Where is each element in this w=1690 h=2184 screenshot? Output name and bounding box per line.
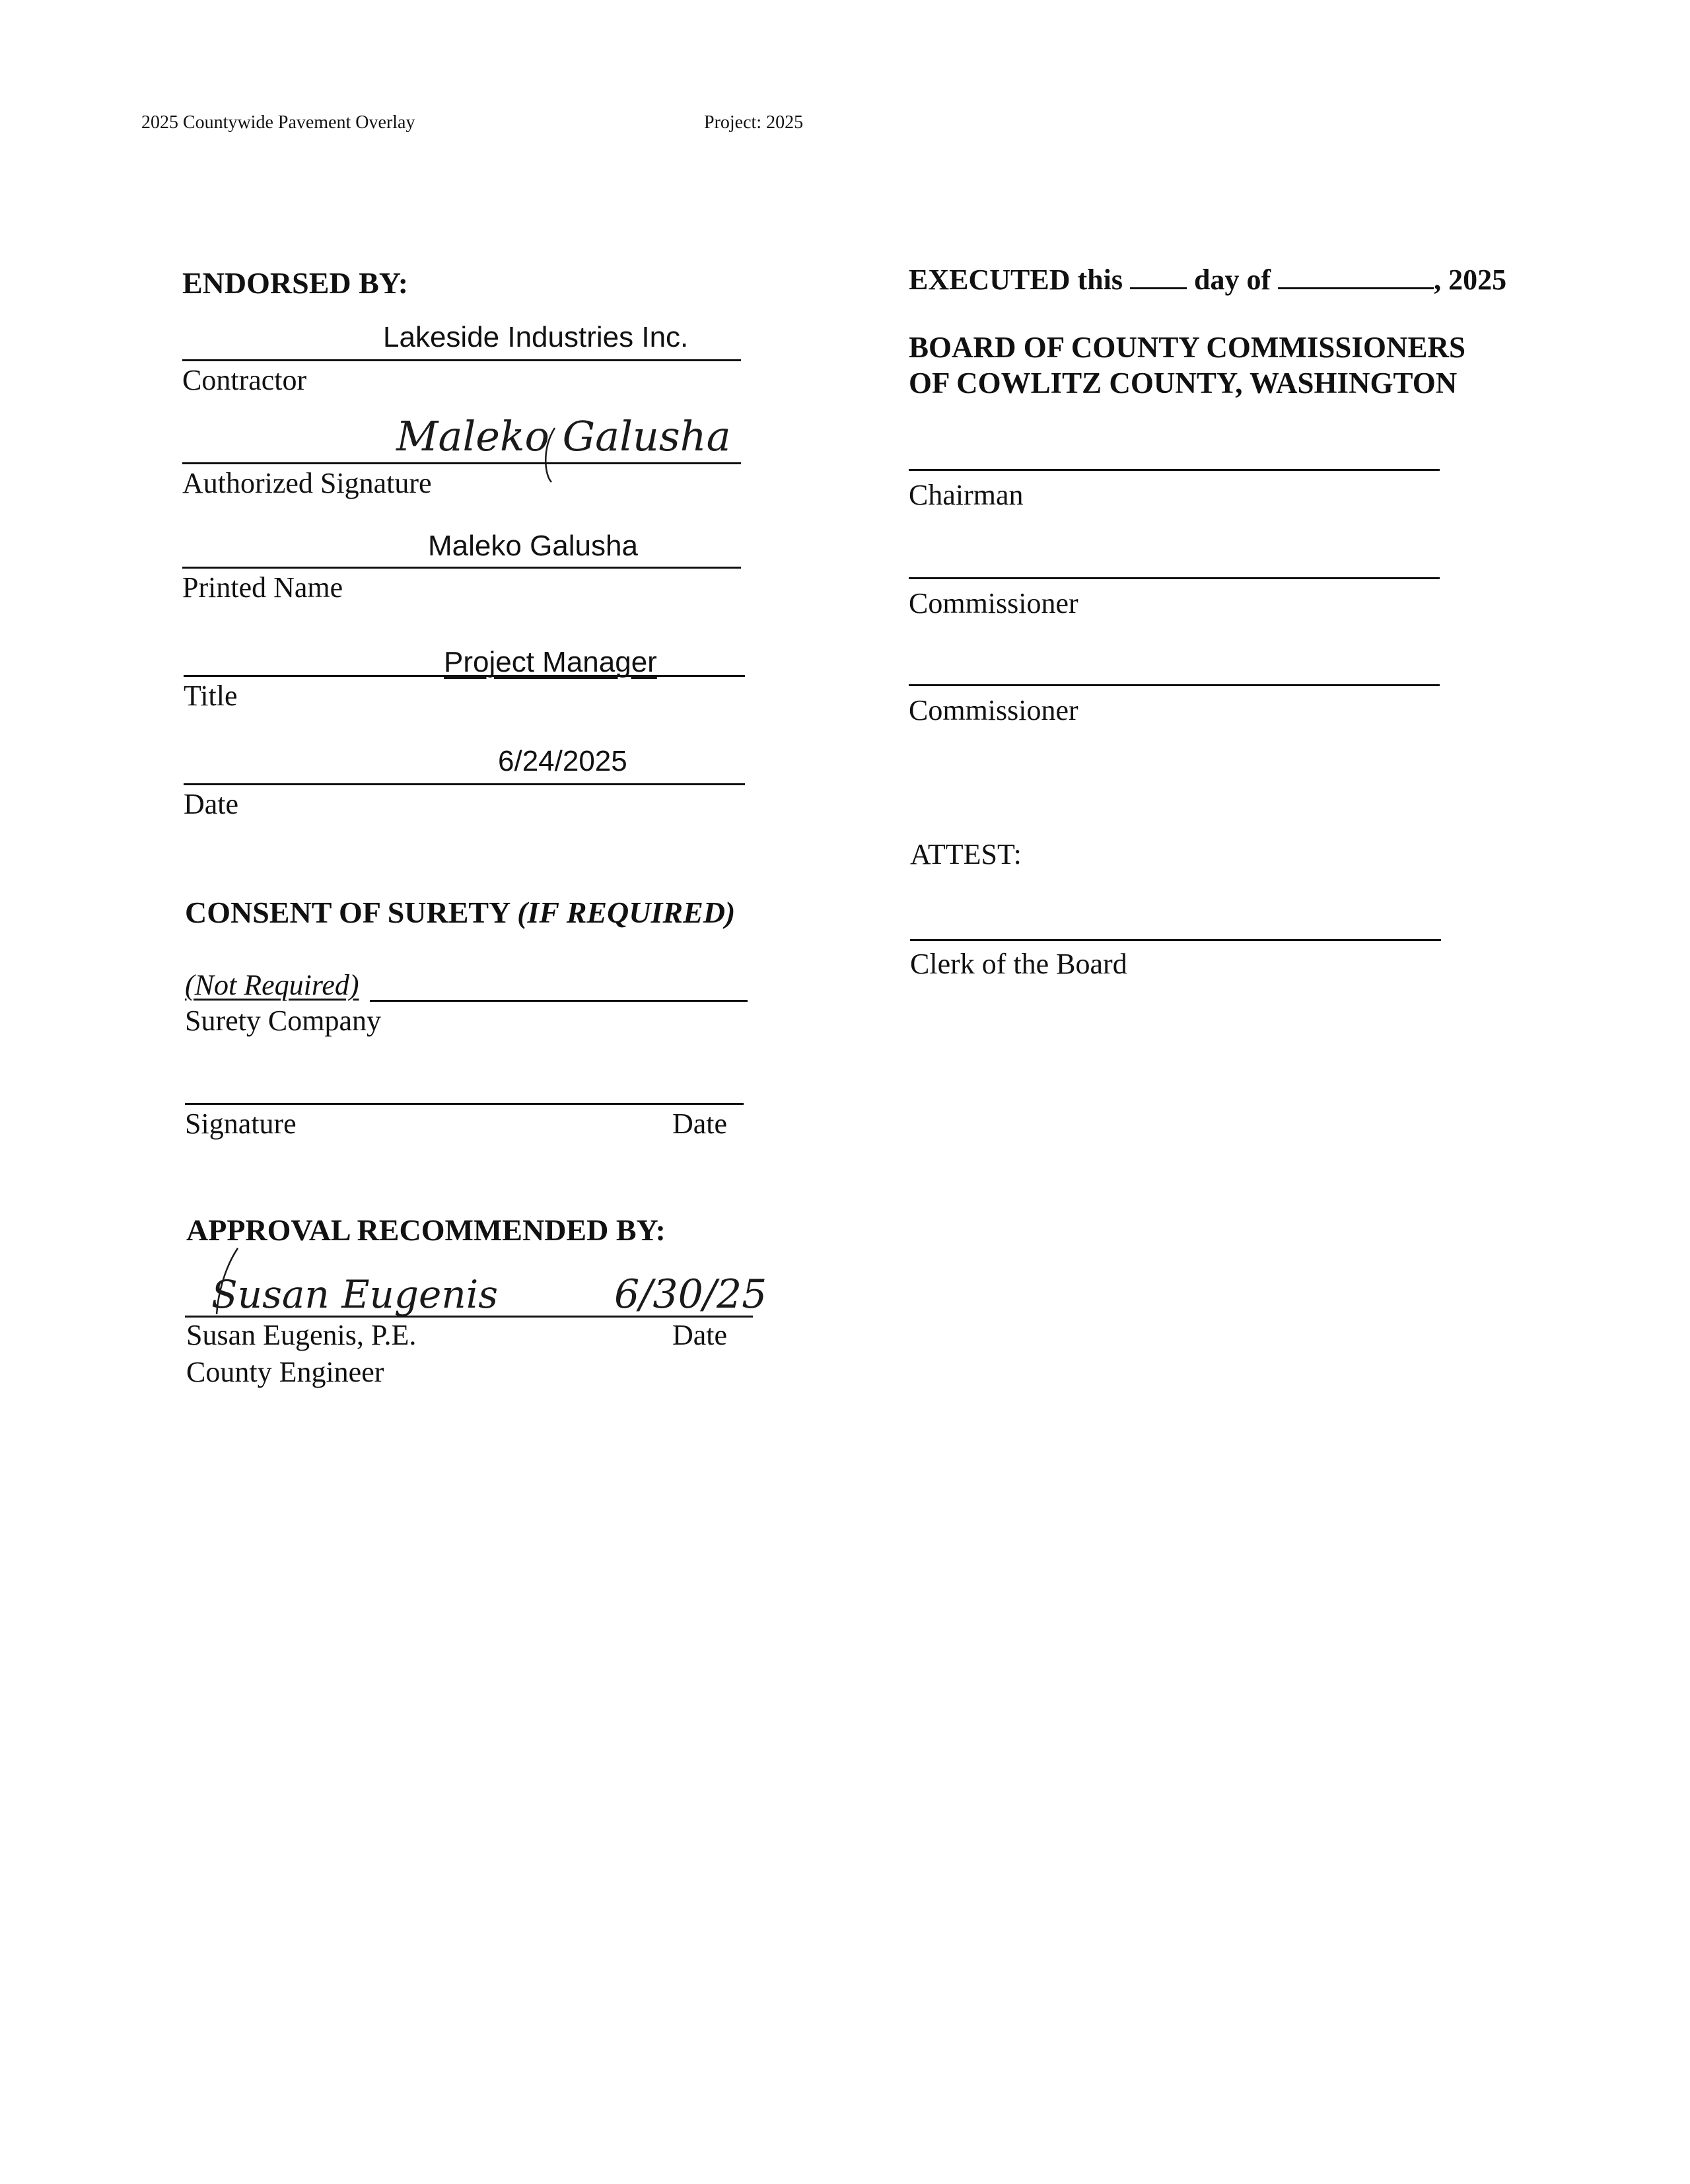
board-heading-line1: BOARD OF COUNTY COMMISSIONERS: [909, 331, 1465, 364]
engineer-name-label: Susan Eugenis, P.E.: [186, 1319, 417, 1351]
engineer-date-handwriting: [608, 1261, 806, 1321]
surety-date-label: Date: [672, 1108, 728, 1140]
commissioner2-label: Commissioner: [909, 694, 1078, 726]
approval-heading: APPROVAL RECOMMENDED BY:: [186, 1213, 666, 1247]
executed-mid: day of: [1193, 264, 1271, 296]
printed-name-line: [182, 567, 741, 569]
surety-heading-text: CONSENT OF SURETY: [185, 896, 510, 929]
endorsed-date-label: Date: [184, 788, 239, 820]
endorsed-date-value: 6/24/2025: [498, 745, 627, 777]
surety-company-line: [370, 1000, 748, 1002]
executed-prefix: EXECUTED this: [909, 264, 1123, 296]
header-project-name: 2025 Countywide Pavement Overlay: [141, 112, 415, 133]
executed-year: , 2025: [1434, 264, 1507, 296]
printed-name-value: Maleko Galusha: [428, 530, 638, 562]
executed-line: [909, 263, 1506, 297]
surety-company-value: (Not Required): [185, 969, 359, 1001]
chairman-label: Chairman: [909, 479, 1024, 511]
commissioner1-line: [909, 577, 1440, 579]
chairman-line: [909, 469, 1440, 471]
engineer-signature-handwriting: [198, 1242, 528, 1327]
engineer-signature-text: Susan Eugenis: [211, 1272, 499, 1317]
title-label: Title: [184, 680, 238, 712]
title-value: Project Manager: [444, 646, 657, 678]
authorized-signature-text: Maleko Galusha: [396, 412, 731, 460]
printed-name-label: Printed Name: [182, 571, 343, 604]
endorsed-date-line: [184, 783, 745, 785]
executed-day-blank[interactable]: [1130, 265, 1187, 289]
surety-signature-line: [185, 1103, 744, 1105]
header-project-number: Project: 2025: [704, 112, 804, 133]
engineer-date-label: Date: [672, 1319, 728, 1351]
contractor-line: [182, 359, 741, 361]
authorized-signature-handwriting: [390, 409, 731, 489]
contractor-label: Contractor: [182, 364, 307, 396]
clerk-line: [910, 939, 1441, 941]
commissioner2-line: [909, 684, 1440, 686]
executed-month-blank[interactable]: [1278, 265, 1434, 289]
board-heading-line2: OF COWLITZ COUNTY, WASHINGTON: [909, 367, 1458, 400]
engineer-date-handwritten: 6/30/25: [614, 1271, 767, 1318]
engineer-signature-line: [185, 1316, 753, 1318]
surety-signature-label: Signature: [185, 1108, 297, 1140]
authorized-signature-label: Authorized Signature: [182, 467, 432, 499]
endorsed-heading: ENDORSED BY:: [182, 266, 409, 300]
contractor-value: Lakeside Industries Inc.: [383, 321, 689, 353]
clerk-label: Clerk of the Board: [910, 948, 1127, 980]
engineer-role-label: County Engineer: [186, 1356, 384, 1388]
surety-heading-italic: (IF REQUIRED): [517, 896, 736, 929]
surety-company-label: Surety Company: [185, 1004, 381, 1037]
commissioner1-label: Commissioner: [909, 587, 1078, 619]
attest-label: ATTEST:: [910, 838, 1022, 870]
authorized-signature-line: [182, 462, 741, 464]
surety-heading: [185, 895, 735, 930]
title-line: [184, 675, 745, 677]
